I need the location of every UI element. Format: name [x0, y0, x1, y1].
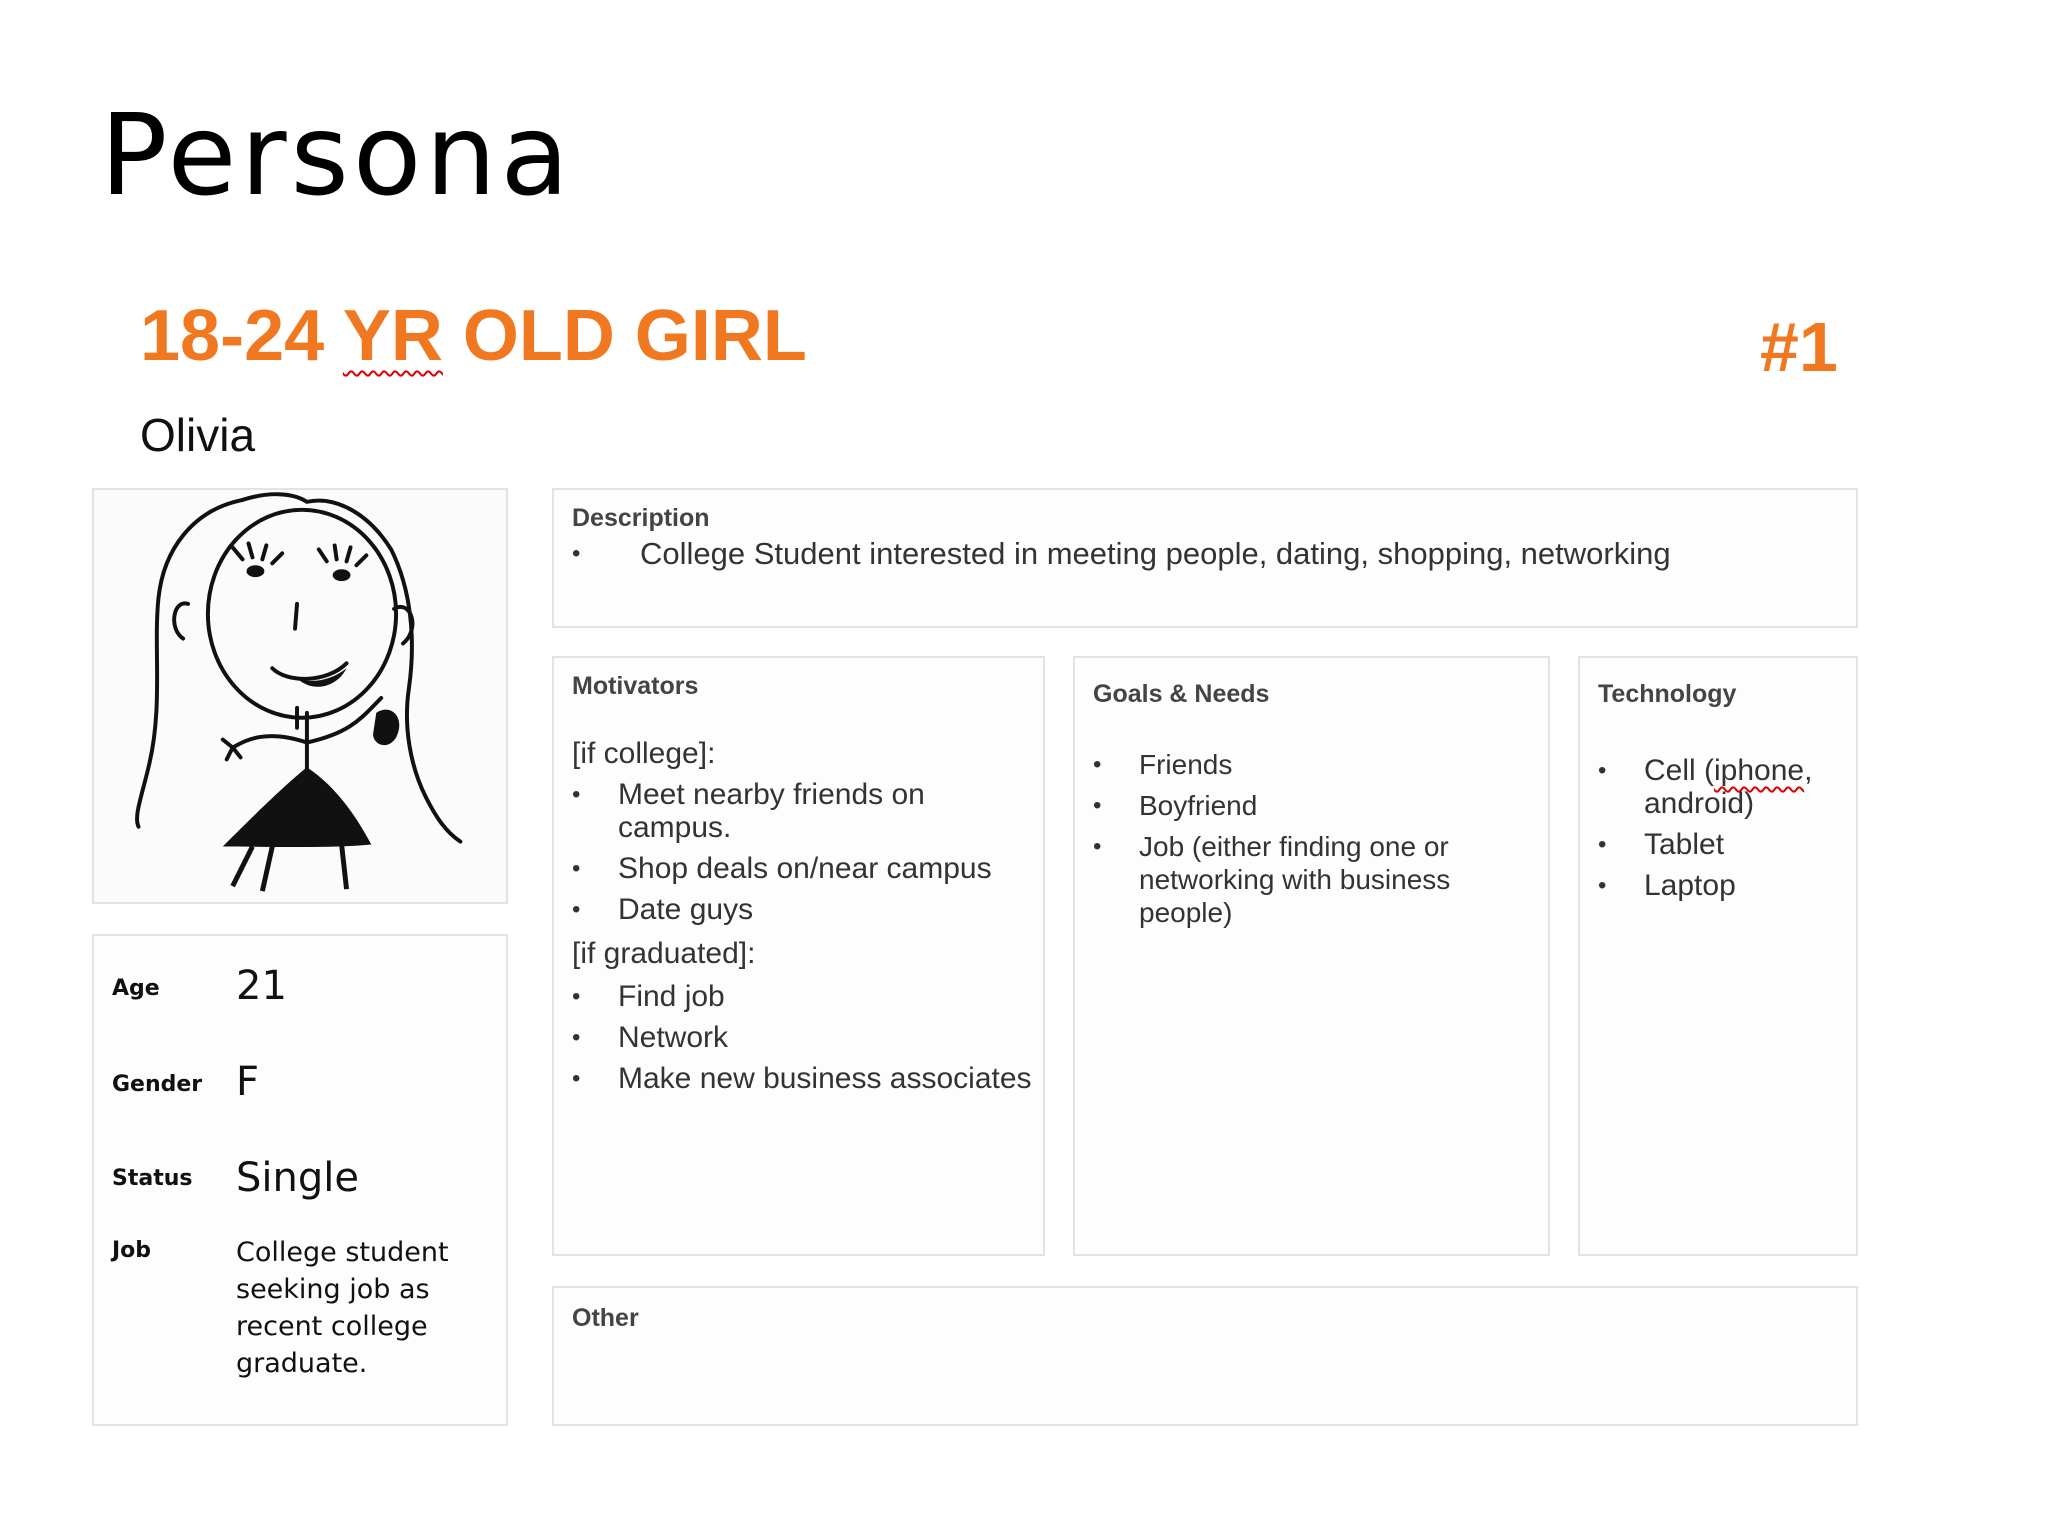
persona-info-card: [92, 934, 508, 1426]
list-item: • Tablet: [1598, 828, 1850, 861]
list-item: • College Student interested in meeting people, dating, shopping, networking: [572, 534, 1850, 574]
other-title: Other: [572, 1304, 639, 1332]
description-body: [572, 534, 1850, 574]
goals-body: [1093, 748, 1542, 937]
cell-suffix: , android): [1644, 754, 1813, 820]
list-item: • Make new business associates: [572, 1062, 1037, 1095]
cell-prefix: Cell (: [1644, 754, 1715, 787]
persona-portrait: [92, 488, 508, 904]
list-item: • Friends: [1093, 748, 1542, 781]
technology-section: [1578, 656, 1858, 1256]
stick-figure-drawing: [94, 490, 506, 902]
motivators-body: [572, 734, 1037, 1103]
heading-suffix: OLD GIRL: [442, 296, 807, 376]
motivators-section: [552, 656, 1045, 1256]
age-label: Age: [112, 976, 160, 1001]
age-value: 21: [236, 963, 287, 1009]
college-list: [572, 778, 1037, 926]
cell-misspelled-word: iphone: [1714, 754, 1805, 787]
list-item: • Date guys: [572, 893, 1037, 926]
technology-body: [1598, 754, 1850, 910]
technology-list: [1598, 754, 1850, 902]
goals-needs-section: [1073, 656, 1550, 1256]
gender-value: F: [236, 1059, 260, 1105]
graduated-list: [572, 980, 1037, 1095]
description-list: [572, 534, 1850, 574]
list-item: • Boyfriend: [1093, 789, 1542, 822]
college-heading: [if college]:: [572, 737, 716, 770]
persona-number: #1: [1760, 308, 1838, 386]
list-item: • Shop deals on/near campus: [572, 852, 1037, 885]
gender-label: Gender: [112, 1072, 203, 1097]
graduated-heading: [if graduated]:: [572, 937, 756, 970]
heading-age-range: 18-24: [140, 296, 343, 376]
description-title: Description: [572, 504, 710, 532]
description-section: [552, 488, 1858, 628]
technology-title: Technology: [1598, 680, 1737, 708]
list-item: [1598, 754, 1850, 820]
goals-title: Goals & Needs: [1093, 680, 1270, 708]
status-value: Single: [236, 1155, 359, 1201]
persona-name: Olivia: [140, 409, 256, 461]
goals-list: [1093, 748, 1542, 929]
list-item: • Job (either finding one or networking with business people): [1093, 830, 1542, 929]
other-section: [552, 1286, 1858, 1426]
list-item: • Find job: [572, 980, 1037, 1013]
list-item: • Laptop: [1598, 869, 1850, 902]
job-label: Job: [112, 1238, 152, 1263]
persona-heading: [140, 296, 807, 376]
motivators-title: Motivators: [572, 672, 699, 700]
status-label: Status: [112, 1166, 193, 1191]
list-item: • Network: [572, 1021, 1037, 1054]
heading-yr: YR: [342, 296, 443, 376]
list-item: • Meet nearby friends on campus.: [572, 778, 1037, 844]
job-value: College student seeking job as recent college graduate.: [236, 1237, 449, 1379]
slide-title: Persona: [100, 91, 573, 221]
